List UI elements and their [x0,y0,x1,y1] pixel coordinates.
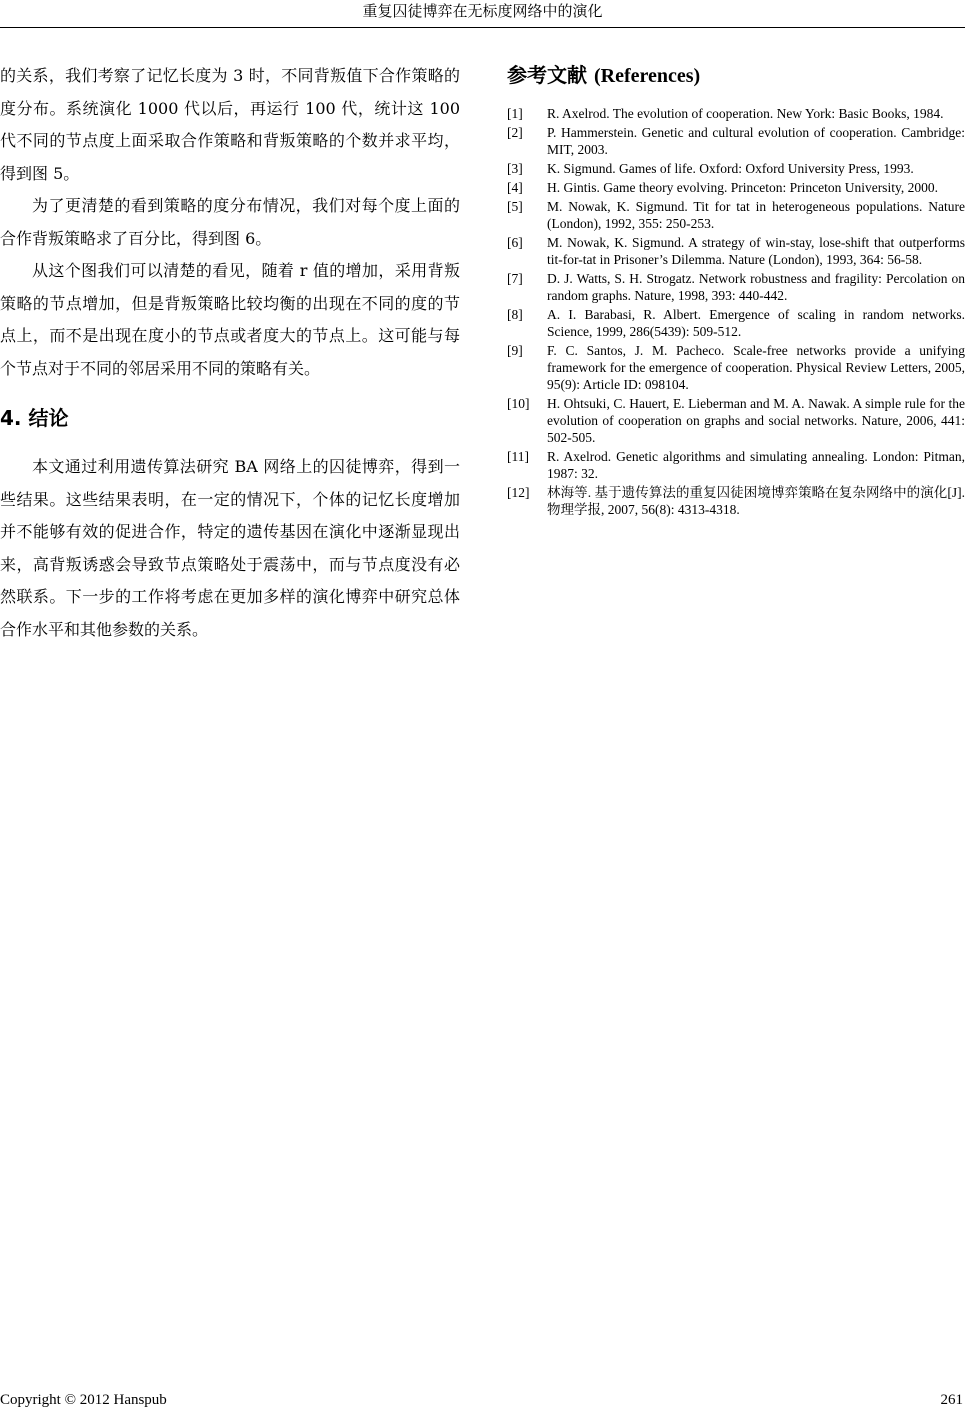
references-column [507,60,965,520]
reference-text: A. I. Barabasi, R. Albert. Emergence of scaling in random networks. Science, 1999, 286(5439): 509-512. [547,307,965,339]
body-paragraph: 为了更清楚的看到策略的度分布情况，我们对每个度上面的合作背叛策略求了百分比，得到图 6。 [0,196,460,248]
reference-number: [6] [507,235,523,250]
left-column [0,60,460,646]
reference-item [507,105,965,122]
reference-number: [4] [507,180,523,195]
reference-number: [1] [507,106,523,121]
reference-item [507,124,965,158]
body-paragraph: 从这个图我们可以清楚的看见，随着 r 值的增加，采用背叛策略的节点增加，但是背叛策略比较均衡的出现在不同的度的节点上，而不是出现在度小的节点或者度大的节点上。这可能与每个节点对于不同的邻居采用不同的策略有关。 [0,261,460,378]
reference-number: [8] [507,307,523,322]
reference-item [507,179,965,196]
reference-number: [12] [507,485,530,500]
reference-text: R. Axelrod. The evolution of cooperation. New York: Basic Books, 1984. [547,106,944,121]
reference-item [507,198,965,232]
reference-item [507,160,965,177]
references-heading-en: (References) [593,65,701,87]
running-title: 重复囚徒博弈在无标度网络中的演化 [362,2,603,20]
reference-number: [2] [507,125,523,140]
section-heading-conclusion: 4. 结论 [0,406,69,430]
references-heading [507,60,965,91]
reference-item [507,342,965,393]
reference-number: [5] [507,199,523,214]
reference-number: [11] [507,449,529,464]
body-paragraph: 的关系，我们考察了记忆长度为 3 时，不同背叛值下合作策略的度分布。系统演化 1000 代以后，再运行 100 代，统计这 100 代不同的节点度上面采取合作策略和背叛策略的个数并求平均，得到图 5。 [0,66,460,183]
reference-item [507,234,965,268]
copyright-notice: Copyright © 2012 Hanspub [0,1392,167,1408]
page-number: 261 [940,1392,963,1408]
reference-item [507,484,965,518]
reference-item [507,448,965,482]
page-footer [0,1390,965,1410]
reference-number: [3] [507,161,523,176]
running-header [0,0,965,28]
reference-text: M. Nowak, K. Sigmund. A strategy of win-stay, lose-shift that outperforms tit-for-tat in Prisoner’s Dilemma. Nature (London), 1993, 364: 56-58. [547,235,965,267]
reference-number: [9] [507,343,523,358]
reference-item [507,270,965,304]
reference-list [507,105,965,518]
reference-text: H. Gintis. Game theory evolving. Princeton: Princeton University, 2000. [547,180,938,195]
reference-text: H. Ohtsuki, C. Hauert, E. Lieberman and M. A. Nawak. A simple rule for the evolution of cooperation on graphs and social networks. Nature, 2006, 441: 502-505. [547,396,965,445]
reference-text: K. Sigmund. Games of life. Oxford: Oxford University Press, 1993. [547,161,914,176]
reference-text: P. Hammerstein. Genetic and cultural evolution of cooperation. Cambridge: MIT, 2003. [547,125,965,157]
reference-item [507,395,965,446]
reference-item [507,306,965,340]
reference-number: [7] [507,271,523,286]
body-paragraph: 本文通过利用遗传算法研究 BA 网络上的囚徒博弈，得到一些结果。这些结果表明，在一定的情况下，个体的记忆长度增加并不能够有效的促进合作，特定的遗传基因在演化中逐渐显现出来，高背叛诱惑会导致节点策略处于震荡中，而与节点度没有必然联系。下一步的工作将考虑在更加多样的演化博弈中研究总体合作水平和其他参数的关系。 [0,457,460,639]
reference-number: [10] [507,396,530,411]
reference-text: D. J. Watts, S. H. Strogatz. Network robustness and fragility: Percolation on random graphs. Nature, 1998, 393: 440-442. [547,271,965,303]
reference-text: R. Axelrod. Genetic algorithms and simulating annealing. London: Pitman, 1987: 32. [547,449,965,481]
reference-text: F. C. Santos, J. M. Pacheco. Scale-free networks provide a unifying framework for the emergence of cooperation. Physical Review Letters, 2005, 95(9): Article ID: 098104. [547,343,965,392]
references-heading-cn: 参考文献 [507,63,587,87]
reference-text: M. Nowak, K. Sigmund. Tit for tat in heterogeneous populations. Nature (London), 1992, 355: 250-253. [547,199,965,231]
reference-text: 林海等. 基于遗传算法的重复囚徒困境博弈策略在复杂网络中的演化[J]. 物理学报, 2007, 56(8): 4313-4318. [547,485,965,517]
